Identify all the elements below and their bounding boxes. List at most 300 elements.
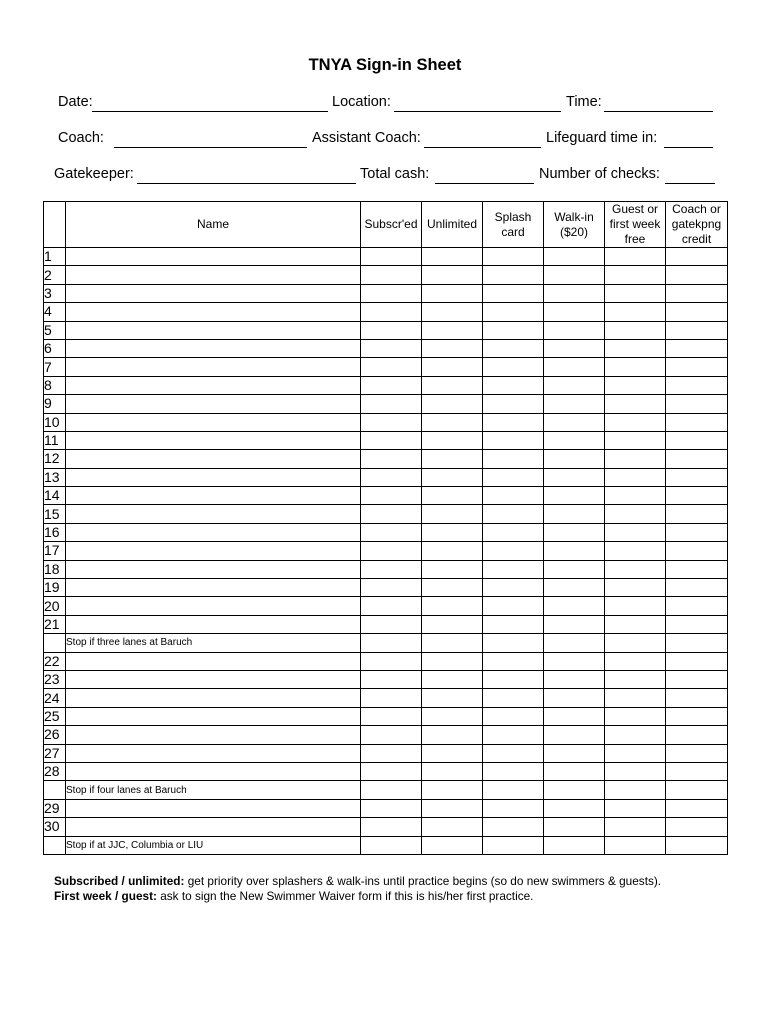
- row-number: 12: [44, 450, 66, 468]
- guest-cell[interactable]: [605, 670, 666, 688]
- splash-card-cell[interactable]: [483, 266, 544, 284]
- name-cell[interactable]: [66, 726, 361, 744]
- stop-note-row: [44, 634, 728, 652]
- row-number: 17: [44, 542, 66, 560]
- coach-credit-cell[interactable]: [666, 321, 728, 339]
- subscribed-cell: [361, 836, 422, 854]
- name-cell[interactable]: [66, 818, 361, 836]
- column-header-walk-in: Walk-in ($20): [544, 202, 605, 248]
- coach-credit-cell: [666, 781, 728, 799]
- subscribed-cell[interactable]: [361, 597, 422, 615]
- guest-cell[interactable]: [605, 523, 666, 541]
- table-row: [44, 284, 728, 302]
- row-number: 1: [44, 248, 66, 266]
- walk-in-cell[interactable]: [544, 615, 605, 633]
- coach-credit-cell: [666, 634, 728, 652]
- name-cell[interactable]: [66, 339, 361, 357]
- walk-in-cell[interactable]: [544, 652, 605, 670]
- name-cell[interactable]: [66, 597, 361, 615]
- name-cell[interactable]: [66, 468, 361, 486]
- subscribed-cell[interactable]: [361, 744, 422, 762]
- coach-credit-cell[interactable]: [666, 303, 728, 321]
- splash-card-cell[interactable]: [483, 376, 544, 394]
- table-row: [44, 560, 728, 578]
- coach-credit-cell[interactable]: [666, 284, 728, 302]
- name-cell[interactable]: [66, 579, 361, 597]
- unlimited-cell[interactable]: [422, 303, 483, 321]
- header-row-2: [0, 130, 770, 152]
- unlimited-cell[interactable]: [422, 726, 483, 744]
- unlimited-cell[interactable]: [422, 799, 483, 817]
- column-header-coach-credit: Coach or gatekpng credit: [666, 202, 728, 248]
- row-number: 15: [44, 505, 66, 523]
- name-cell[interactable]: [66, 523, 361, 541]
- name-cell[interactable]: [66, 266, 361, 284]
- sign-in-table: [43, 201, 728, 855]
- table-row: [44, 303, 728, 321]
- row-number: 4: [44, 303, 66, 321]
- splash-card-cell[interactable]: [483, 744, 544, 762]
- name-cell[interactable]: [66, 542, 361, 560]
- subscribed-cell[interactable]: [361, 818, 422, 836]
- subscribed-cell[interactable]: [361, 707, 422, 725]
- splash-card-cell[interactable]: [483, 818, 544, 836]
- table-row: [44, 726, 728, 744]
- subscribed-cell[interactable]: [361, 321, 422, 339]
- guest-cell[interactable]: [605, 762, 666, 780]
- number-of-checks-field[interactable]: [665, 183, 715, 184]
- name-cell[interactable]: [66, 744, 361, 762]
- guest-cell[interactable]: [605, 799, 666, 817]
- total-cash-label: Total cash:: [360, 166, 430, 182]
- unlimited-cell[interactable]: [422, 670, 483, 688]
- unlimited-cell[interactable]: [422, 542, 483, 560]
- table-row: [44, 670, 728, 688]
- table-row: [44, 431, 728, 449]
- footer-line-2: [54, 889, 661, 904]
- unlimited-cell[interactable]: [422, 413, 483, 431]
- row-number: 7: [44, 358, 66, 376]
- footer-line-2-text: ask to sign the New Swimmer Waiver form if this is his/her first practice.: [156, 889, 534, 903]
- splash-card-cell[interactable]: [483, 431, 544, 449]
- time-field[interactable]: [604, 111, 713, 112]
- unlimited-cell[interactable]: [422, 762, 483, 780]
- walk-in-cell[interactable]: [544, 762, 605, 780]
- row-number: 10: [44, 413, 66, 431]
- splash-card-cell[interactable]: [483, 523, 544, 541]
- unlimited-cell[interactable]: [422, 487, 483, 505]
- unlimited-cell[interactable]: [422, 579, 483, 597]
- walk-in-cell[interactable]: [544, 597, 605, 615]
- total-cash-field[interactable]: [435, 183, 534, 184]
- subscribed-cell[interactable]: [361, 431, 422, 449]
- subscribed-cell[interactable]: [361, 762, 422, 780]
- subscribed-cell[interactable]: [361, 615, 422, 633]
- name-cell[interactable]: [66, 321, 361, 339]
- splash-card-cell[interactable]: [483, 707, 544, 725]
- unlimited-cell[interactable]: [422, 707, 483, 725]
- row-number: 8: [44, 376, 66, 394]
- splash-card-cell[interactable]: [483, 468, 544, 486]
- unlimited-cell[interactable]: [422, 744, 483, 762]
- subscribed-cell[interactable]: [361, 652, 422, 670]
- guest-cell[interactable]: [605, 266, 666, 284]
- coach-credit-cell[interactable]: [666, 542, 728, 560]
- subscribed-cell[interactable]: [361, 689, 422, 707]
- walk-in-cell[interactable]: [544, 248, 605, 266]
- splash-card-cell[interactable]: [483, 726, 544, 744]
- guest-cell[interactable]: [605, 248, 666, 266]
- splash-card-cell[interactable]: [483, 450, 544, 468]
- coach-credit-cell[interactable]: [666, 707, 728, 725]
- guest-cell[interactable]: [605, 303, 666, 321]
- date-label: Date:: [58, 94, 93, 110]
- walk-in-cell[interactable]: [544, 321, 605, 339]
- guest-cell[interactable]: [605, 431, 666, 449]
- location-field[interactable]: [394, 111, 561, 112]
- subscribed-cell[interactable]: [361, 248, 422, 266]
- unlimited-cell[interactable]: [422, 321, 483, 339]
- guest-cell: [605, 781, 666, 799]
- coach-credit-cell: [666, 836, 728, 854]
- name-cell[interactable]: [66, 248, 361, 266]
- walk-in-cell[interactable]: [544, 468, 605, 486]
- coach-credit-cell[interactable]: [666, 450, 728, 468]
- name-cell[interactable]: [66, 413, 361, 431]
- row-number: 30: [44, 818, 66, 836]
- unlimited-cell[interactable]: [422, 339, 483, 357]
- subscribed-cell[interactable]: [361, 579, 422, 597]
- name-cell[interactable]: [66, 652, 361, 670]
- name-cell[interactable]: [66, 303, 361, 321]
- unlimited-cell[interactable]: [422, 560, 483, 578]
- walk-in-cell[interactable]: [544, 303, 605, 321]
- splash-card-cell[interactable]: [483, 670, 544, 688]
- coach-credit-cell[interactable]: [666, 395, 728, 413]
- guest-cell[interactable]: [605, 358, 666, 376]
- table-row: [44, 762, 728, 780]
- coach-credit-cell[interactable]: [666, 266, 728, 284]
- unlimited-cell[interactable]: [422, 376, 483, 394]
- walk-in-cell[interactable]: [544, 523, 605, 541]
- row-number: 29: [44, 799, 66, 817]
- subscribed-cell[interactable]: [361, 303, 422, 321]
- subscribed-cell[interactable]: [361, 505, 422, 523]
- name-cell[interactable]: [66, 762, 361, 780]
- walk-in-cell[interactable]: [544, 376, 605, 394]
- coach-credit-cell[interactable]: [666, 505, 728, 523]
- coach-credit-cell[interactable]: [666, 670, 728, 688]
- date-field[interactable]: [92, 111, 328, 112]
- coach-credit-cell[interactable]: [666, 487, 728, 505]
- row-number: [44, 634, 66, 652]
- walk-in-cell[interactable]: [544, 431, 605, 449]
- walk-in-cell[interactable]: [544, 560, 605, 578]
- lifeguard-field[interactable]: [664, 147, 713, 148]
- walk-in-cell[interactable]: [544, 395, 605, 413]
- table-row: [44, 597, 728, 615]
- coach-credit-cell[interactable]: [666, 523, 728, 541]
- splash-card-cell[interactable]: [483, 560, 544, 578]
- subscribed-cell[interactable]: [361, 487, 422, 505]
- unlimited-cell[interactable]: [422, 395, 483, 413]
- subscribed-cell[interactable]: [361, 266, 422, 284]
- coach-credit-cell[interactable]: [666, 597, 728, 615]
- unlimited-cell[interactable]: [422, 597, 483, 615]
- column-header-unlimited: Unlimited: [422, 202, 483, 248]
- coach-credit-cell[interactable]: [666, 762, 728, 780]
- row-number: 23: [44, 670, 66, 688]
- unlimited-cell[interactable]: [422, 689, 483, 707]
- walk-in-cell[interactable]: [544, 487, 605, 505]
- subscribed-cell[interactable]: [361, 284, 422, 302]
- splash-card-cell[interactable]: [483, 799, 544, 817]
- unlimited-cell[interactable]: [422, 505, 483, 523]
- guest-cell[interactable]: [605, 321, 666, 339]
- row-number: 19: [44, 579, 66, 597]
- subscribed-cell: [361, 781, 422, 799]
- row-number: 22: [44, 652, 66, 670]
- splash-card-cell[interactable]: [483, 358, 544, 376]
- splash-card-cell[interactable]: [483, 413, 544, 431]
- table-row: [44, 450, 728, 468]
- splash-card-cell: [483, 836, 544, 854]
- guest-cell[interactable]: [605, 542, 666, 560]
- unlimited-cell[interactable]: [422, 450, 483, 468]
- column-header-name: Name: [66, 202, 361, 248]
- row-number: 6: [44, 339, 66, 357]
- splash-card-cell[interactable]: [483, 505, 544, 523]
- walk-in-cell[interactable]: [544, 542, 605, 560]
- guest-cell[interactable]: [605, 284, 666, 302]
- name-cell[interactable]: [66, 376, 361, 394]
- header-row-3: [0, 166, 770, 188]
- unlimited-cell[interactable]: [422, 468, 483, 486]
- unlimited-cell: [422, 634, 483, 652]
- table-row: [44, 321, 728, 339]
- name-cell[interactable]: [66, 284, 361, 302]
- guest-cell[interactable]: [605, 707, 666, 725]
- name-cell[interactable]: [66, 670, 361, 688]
- guest-cell[interactable]: [605, 818, 666, 836]
- coach-credit-cell[interactable]: [666, 689, 728, 707]
- name-cell[interactable]: [66, 358, 361, 376]
- walk-in-cell[interactable]: [544, 284, 605, 302]
- guest-cell[interactable]: [605, 726, 666, 744]
- walk-in-cell: [544, 836, 605, 854]
- coach-credit-cell[interactable]: [666, 726, 728, 744]
- coach-credit-cell[interactable]: [666, 652, 728, 670]
- table-row: [44, 707, 728, 725]
- walk-in-cell[interactable]: [544, 413, 605, 431]
- coach-credit-cell[interactable]: [666, 818, 728, 836]
- coach-label: Coach:: [58, 130, 104, 146]
- walk-in-cell: [544, 634, 605, 652]
- splash-card-cell[interactable]: [483, 321, 544, 339]
- splash-card-cell[interactable]: [483, 762, 544, 780]
- row-number: 11: [44, 431, 66, 449]
- subscribed-cell[interactable]: [361, 376, 422, 394]
- coach-credit-cell[interactable]: [666, 413, 728, 431]
- row-number: 21: [44, 615, 66, 633]
- row-number: 25: [44, 707, 66, 725]
- guest-cell[interactable]: [605, 744, 666, 762]
- splash-card-cell[interactable]: [483, 248, 544, 266]
- unlimited-cell[interactable]: [422, 431, 483, 449]
- subscribed-cell[interactable]: [361, 523, 422, 541]
- coach-credit-cell[interactable]: [666, 615, 728, 633]
- table-row: [44, 689, 728, 707]
- row-number: 18: [44, 560, 66, 578]
- guest-cell[interactable]: [605, 689, 666, 707]
- coach-credit-cell[interactable]: [666, 560, 728, 578]
- row-number: [44, 781, 66, 799]
- unlimited-cell[interactable]: [422, 523, 483, 541]
- unlimited-cell[interactable]: [422, 248, 483, 266]
- splash-card-cell[interactable]: [483, 339, 544, 357]
- subscribed-cell[interactable]: [361, 468, 422, 486]
- footer-notes: [54, 874, 661, 904]
- subscribed-cell[interactable]: [361, 450, 422, 468]
- subscribed-cell[interactable]: [361, 799, 422, 817]
- unlimited-cell[interactable]: [422, 818, 483, 836]
- guest-cell[interactable]: [605, 615, 666, 633]
- splash-card-cell: [483, 634, 544, 652]
- stop-note: Stop if four lanes at Baruch: [66, 781, 361, 799]
- splash-card-cell[interactable]: [483, 689, 544, 707]
- column-header-splash-card: Splash card: [483, 202, 544, 248]
- subscribed-cell[interactable]: [361, 413, 422, 431]
- table-row: [44, 339, 728, 357]
- coach-credit-cell[interactable]: [666, 799, 728, 817]
- guest-cell[interactable]: [605, 487, 666, 505]
- assistant-coach-field[interactable]: [424, 147, 541, 148]
- table-row: [44, 505, 728, 523]
- table-row: [44, 358, 728, 376]
- table-row: [44, 652, 728, 670]
- splash-card-cell[interactable]: [483, 487, 544, 505]
- coach-field[interactable]: [114, 147, 307, 148]
- subscribed-cell[interactable]: [361, 358, 422, 376]
- table-row: [44, 395, 728, 413]
- walk-in-cell[interactable]: [544, 339, 605, 357]
- splash-card-cell[interactable]: [483, 284, 544, 302]
- coach-credit-cell[interactable]: [666, 431, 728, 449]
- guest-cell[interactable]: [605, 376, 666, 394]
- walk-in-cell: [544, 781, 605, 799]
- walk-in-cell[interactable]: [544, 744, 605, 762]
- guest-cell[interactable]: [605, 579, 666, 597]
- walk-in-cell[interactable]: [544, 707, 605, 725]
- stop-note-row: [44, 836, 728, 854]
- name-cell[interactable]: [66, 689, 361, 707]
- table-row: [44, 468, 728, 486]
- guest-cell[interactable]: [605, 652, 666, 670]
- unlimited-cell[interactable]: [422, 266, 483, 284]
- walk-in-cell[interactable]: [544, 266, 605, 284]
- name-cell[interactable]: [66, 395, 361, 413]
- unlimited-cell[interactable]: [422, 284, 483, 302]
- guest-cell[interactable]: [605, 395, 666, 413]
- row-number: 26: [44, 726, 66, 744]
- subscribed-cell[interactable]: [361, 670, 422, 688]
- walk-in-cell[interactable]: [544, 358, 605, 376]
- guest-cell[interactable]: [605, 468, 666, 486]
- subscribed-cell[interactable]: [361, 560, 422, 578]
- walk-in-cell[interactable]: [544, 726, 605, 744]
- stop-note: Stop if at JJC, Columbia or LIU: [66, 836, 361, 854]
- coach-credit-cell[interactable]: [666, 744, 728, 762]
- name-cell[interactable]: [66, 799, 361, 817]
- walk-in-cell[interactable]: [544, 818, 605, 836]
- name-cell[interactable]: [66, 560, 361, 578]
- unlimited-cell[interactable]: [422, 652, 483, 670]
- guest-cell[interactable]: [605, 413, 666, 431]
- splash-card-cell: [483, 781, 544, 799]
- subscribed-cell[interactable]: [361, 542, 422, 560]
- coach-credit-cell[interactable]: [666, 358, 728, 376]
- row-number: 2: [44, 266, 66, 284]
- name-cell[interactable]: [66, 505, 361, 523]
- splash-card-cell[interactable]: [483, 303, 544, 321]
- subscribed-cell[interactable]: [361, 726, 422, 744]
- splash-card-cell[interactable]: [483, 395, 544, 413]
- row-number-header: [44, 202, 66, 248]
- guest-cell[interactable]: [605, 339, 666, 357]
- name-cell[interactable]: [66, 450, 361, 468]
- splash-card-cell[interactable]: [483, 652, 544, 670]
- coach-credit-cell[interactable]: [666, 376, 728, 394]
- assistant-coach-label: Assistant Coach:: [312, 130, 421, 146]
- name-cell[interactable]: [66, 431, 361, 449]
- walk-in-cell[interactable]: [544, 450, 605, 468]
- subscribed-cell[interactable]: [361, 395, 422, 413]
- row-number: 24: [44, 689, 66, 707]
- guest-cell[interactable]: [605, 450, 666, 468]
- coach-credit-cell[interactable]: [666, 248, 728, 266]
- walk-in-cell[interactable]: [544, 689, 605, 707]
- guest-cell[interactable]: [605, 560, 666, 578]
- walk-in-cell[interactable]: [544, 670, 605, 688]
- walk-in-cell[interactable]: [544, 505, 605, 523]
- walk-in-cell[interactable]: [544, 579, 605, 597]
- subscribed-cell: [361, 634, 422, 652]
- table-row: [44, 248, 728, 266]
- name-cell[interactable]: [66, 707, 361, 725]
- table-row: [44, 542, 728, 560]
- name-cell[interactable]: [66, 487, 361, 505]
- name-cell[interactable]: [66, 615, 361, 633]
- gatekeeper-field[interactable]: [137, 183, 356, 184]
- splash-card-cell[interactable]: [483, 597, 544, 615]
- guest-cell[interactable]: [605, 505, 666, 523]
- splash-card-cell[interactable]: [483, 579, 544, 597]
- row-number: 5: [44, 321, 66, 339]
- unlimited-cell[interactable]: [422, 615, 483, 633]
- footer-line-1-bold: Subscribed / unlimited:: [54, 874, 185, 888]
- walk-in-cell[interactable]: [544, 799, 605, 817]
- table-row: [44, 266, 728, 284]
- coach-credit-cell[interactable]: [666, 468, 728, 486]
- unlimited-cell[interactable]: [422, 358, 483, 376]
- subscribed-cell[interactable]: [361, 339, 422, 357]
- coach-credit-cell[interactable]: [666, 579, 728, 597]
- coach-credit-cell[interactable]: [666, 339, 728, 357]
- guest-cell[interactable]: [605, 597, 666, 615]
- footer-line-2-bold: First week / guest:: [54, 889, 157, 903]
- splash-card-cell[interactable]: [483, 615, 544, 633]
- splash-card-cell[interactable]: [483, 542, 544, 560]
